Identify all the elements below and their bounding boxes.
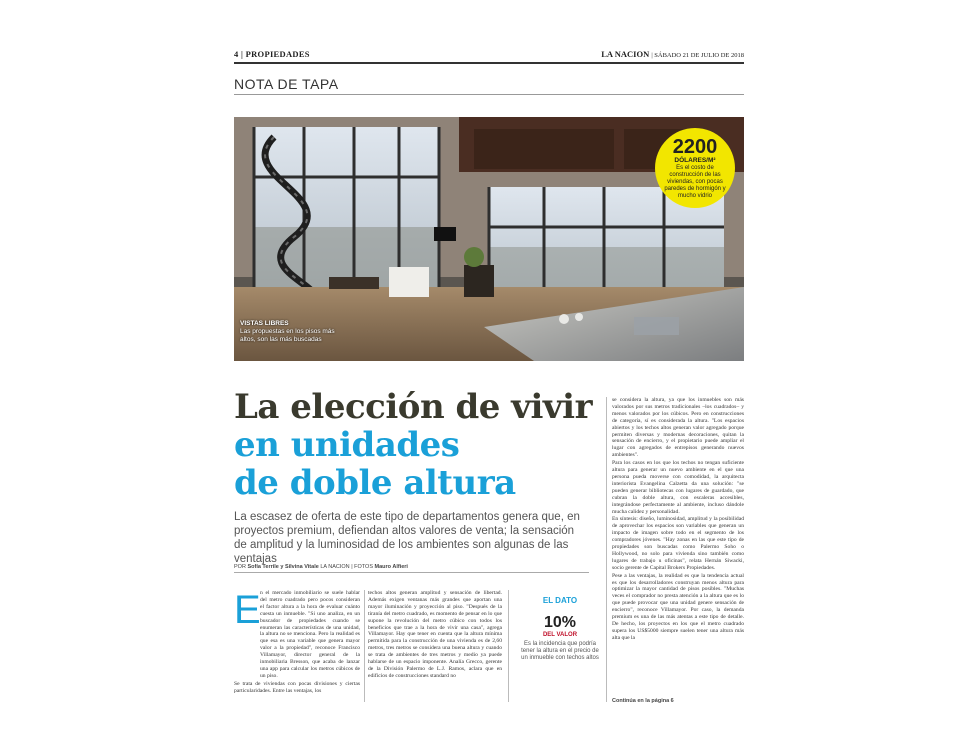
newspaper-name: LA NACION bbox=[601, 49, 650, 59]
body-col4-paragraph-1: se considera la altura, ya que los inmuebles son más valorados por sus metros tradicionales –los cuadrados– y menos valorados por los cúbicos. Pero en construcciones de categoría, sí es considerada la altura. "Los espacios abiertos y los techos altos generan valor agregado porque permiten diversas y modernas decoraciones, quitan la sensación de encierro, y el propietario puede ampliar el lugar con agregados de entrepisos generando nuevos ambientes". bbox=[612, 397, 744, 459]
dato-text: Es la incidencia que podría tener la altura en el precio de un inmueble con techos altos bbox=[521, 641, 599, 661]
body-col1-paragraph-1: n el mercado inmobiliario se suele hablar del metro cuadrado pero pocos consideran el factor altura a la hora de evaluar cuánto cuesta un inmueble. "Si uno analiza, en un buscador de propiedades cuando se enumeran las características de una unidad, la altura no se menciona. Pero la realidad es que esa es una variable que genera mayor valor a la propiedad", reconoce Francisco Villamayor, director general de la inmobiliaria Bresson, que acaba de lanzar una app para calcular los metros cúbicos de un piso. bbox=[260, 590, 360, 679]
dato-value-label: DEL VALOR bbox=[542, 632, 578, 638]
body-column-1 bbox=[234, 590, 360, 696]
headline bbox=[234, 388, 594, 502]
cost-badge bbox=[655, 128, 735, 208]
article-dek: La escasez de oferta de este tipo de departamentos genera que, en proyectos premium, defiendan altos valores de venta; la sensación de amplitud y la luminosidad de los ambientes son algunas de las ventajas bbox=[234, 511, 580, 565]
el-dato-box bbox=[520, 596, 600, 662]
byline-photographer: Mauro Alfieri bbox=[374, 564, 408, 570]
dato-label: EL DATO bbox=[542, 596, 578, 605]
byline-rule bbox=[234, 572, 589, 573]
badge-unit: DÓLARES/M² bbox=[674, 157, 716, 164]
body-col4-paragraph-4: Pese a las ventajas, la realidad es que la tendencia actual es que los desarrolladores construyan menos altura para optimizar la mayor cantidad de pisos posibles. "Muchas veces el comprador no presta atención a la altura que es lo que puede provocar que una unidad genere sensación de encierro", reconoce Villamayor. Por caso, la demanda premium es una de las más atentas a este tipo de detalle. De hecho, los proyectos en los que el metro cuadrado supera los US$5000 siempre suelen tener una altura más alta que la bbox=[612, 572, 744, 641]
continuation-note: Continúa en la página 6 bbox=[612, 698, 674, 704]
caption-title: VISTAS LIBRES bbox=[240, 320, 289, 327]
column-divider-1 bbox=[364, 590, 365, 702]
body-column-4 bbox=[612, 397, 744, 643]
page-header bbox=[234, 47, 744, 61]
column-divider-2 bbox=[508, 590, 509, 702]
header-right: LA NACION | SÁBADO 21 DE JULIO DE 2018 bbox=[601, 49, 744, 59]
caption-text: Las propuestas en los pisos más altos, son las más buscadas bbox=[240, 328, 335, 343]
column-divider-3 bbox=[606, 397, 607, 702]
issue-date: SÁBADO 21 DE JULIO DE 2018 bbox=[654, 52, 744, 59]
section-rule bbox=[234, 94, 744, 95]
photo-caption bbox=[240, 320, 340, 344]
byline-outlet: LA NACION bbox=[320, 564, 350, 570]
byline-por: POR bbox=[234, 564, 246, 570]
badge-description: Es el costo de construcción de las viviendas, con pocas paredes de hormigón y mucho vidrio bbox=[664, 165, 726, 199]
body-col4-paragraph-2: Para los casos en los que los techos no tengan suficiente altura para generar un nuevo ambiente en el que una persona pueda moverse con comodidad, la arquitecta interiorista Evangelina Calzetta da una solución: "se pueden generar bibliotecas con lugares de guardado, que cubran la doble altura, con escaleras accesibles, integrándose perfectamente al ambiente, incluso dándole mucha calidez y personalidad. bbox=[612, 460, 744, 515]
header-rule bbox=[234, 62, 744, 64]
byline-authors: Sofía Terrile y Silvina Vitale bbox=[247, 564, 319, 570]
dato-number: 10% bbox=[543, 614, 577, 631]
body-col4-paragraph-3: En síntesis: diseño, luminosidad, amplitud y la posibilidad de aprovechar los espacios son variables que generan un impacto de imagen sobre todo en el segmento de los compradores jóvenes. "Hay zonas en las que este tipo de propiedades son buscadas como Palermo Soho o Hollywood, no solo para vivienda sino también como lugares de trabajo u oficinas", relata Hernán Siwacki, socio gerente de Capital Brokers Propiedades. bbox=[612, 516, 744, 571]
byline: POR Sofía Terrile y Silvina Vitale LA NACION | FOTOS Mauro Alfieri bbox=[234, 564, 408, 570]
header-left: 4 | PROPIEDADES bbox=[234, 49, 310, 59]
body-col2-paragraph: techos altos generan amplitud y sensación de libertad. Además exigen ventanas más grandes que aportan una mayor iluminación y proyección al piso. "Después de la tiranía del metro cuadrado, es momento de pensar en lo que supone la revolución del metro cúbico con todos los beneficios que trae a la hora de vivir una casa", agrega Villamayor. Hay que tener en cuenta que la altura mínima permitida para la construcción de una vivienda es de 2,60 metros, tres metros se considera una buena altura y cuando se trata de ambientes de tres metros y medio ya puede hablarse de un espacio imponente. Analía Grecco, gerente de la División Palermo de L.J. Ramos, aclara que en edificios de construcciones standard no bbox=[368, 590, 502, 679]
section-label: NOTA DE TAPA bbox=[234, 76, 339, 92]
byline-fotos: FOTOS bbox=[354, 564, 374, 570]
body-column-2 bbox=[368, 590, 502, 681]
drop-cap: E bbox=[234, 588, 261, 632]
body-col1-paragraph-2: Se trata de viviendas con pocas divisiones y ciertas particularidades. Entre las ventajas, los bbox=[234, 680, 360, 694]
headline-line-3: de doble altura bbox=[234, 463, 516, 503]
badge-number: 2200 bbox=[672, 136, 718, 158]
headline-line-2: en unidades bbox=[234, 425, 460, 465]
page-number: 4 bbox=[234, 49, 239, 59]
section-name: PROPIEDADES bbox=[245, 49, 310, 59]
headline-line-1: La elección de vivir bbox=[234, 387, 593, 427]
